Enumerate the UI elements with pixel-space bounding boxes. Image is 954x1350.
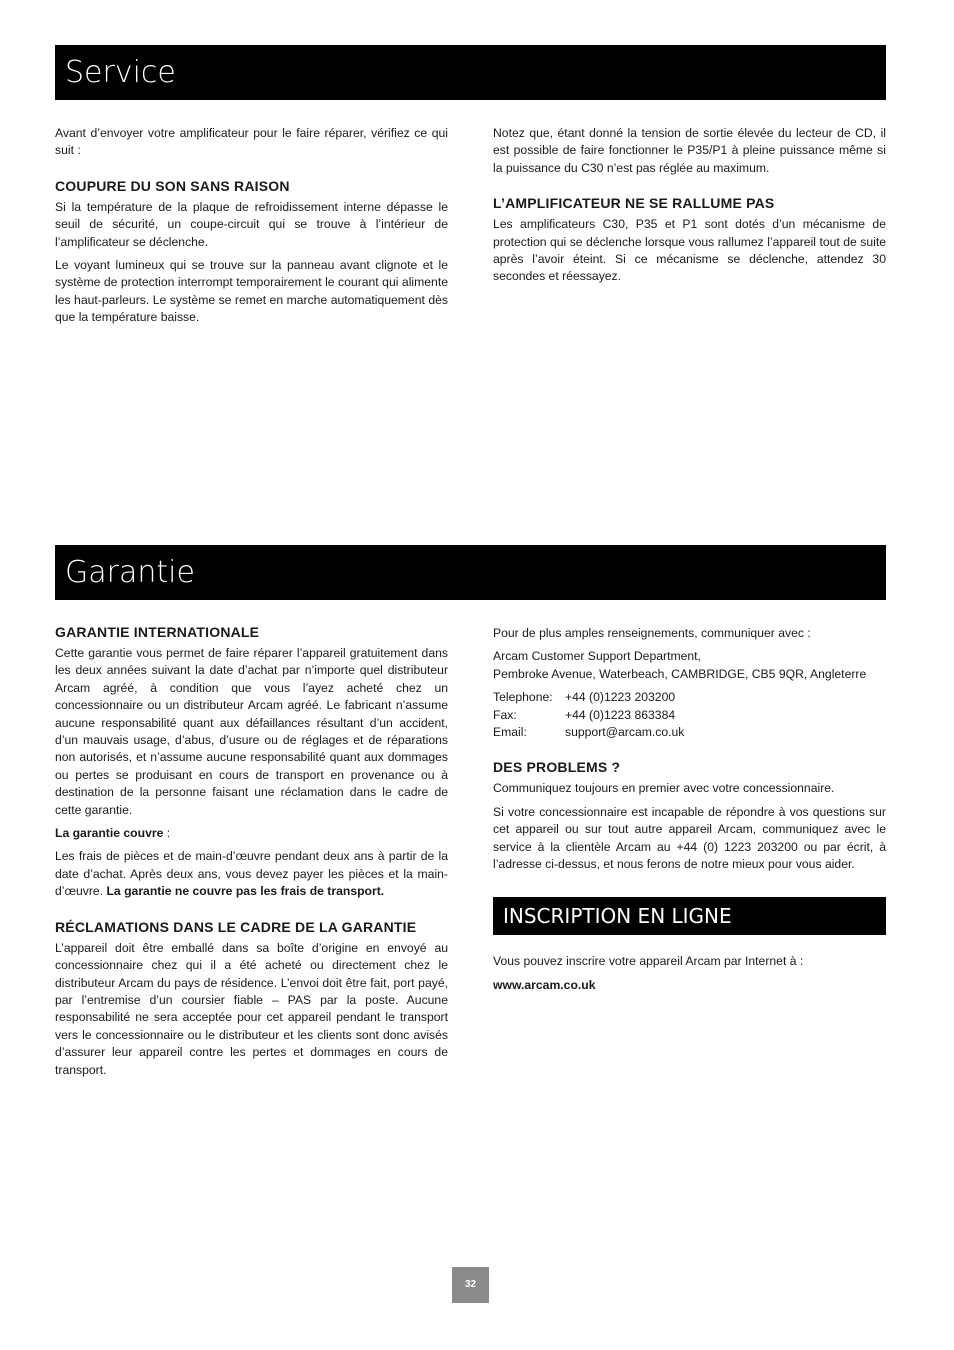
rallume-heading: L’AMPLIFICATEUR NE SE RALLUME PAS: [493, 195, 775, 212]
couvre-paragraph: [55, 848, 448, 900]
garantie-left-column: [55, 624, 448, 1085]
contact-value: support@arcam.co.uk: [565, 725, 685, 740]
contact-label: Telephone:: [493, 690, 553, 705]
service-left-column: [55, 125, 448, 333]
contact-value: +44 (0)1223 863384: [565, 707, 676, 722]
rallume-paragraph: Les amplificateurs C30, P35 et P1 sont dotés d’un mécanisme de protection qui se déclenche lorsque vous rallumez l’appareil tout de suite après l’avoir éteint. Si ce mécanisme se déclenche, attendez 30 secondes et réessayez.: [493, 217, 886, 284]
problems-heading: DES PROBLEMS ?: [493, 759, 621, 776]
couvre-line: [55, 825, 448, 842]
contact-label: Fax:: [493, 707, 517, 722]
coupure-paragraph-2: Le voyant lumineux qui se trouve sur la panneau avant clignote et le système de protection interrompt temporairement le courant qui alimente les haut-parleurs. Le système se remet en marche automatiquement dès que la température baisse.: [55, 258, 448, 325]
contact-value: +44 (0)1223 203200: [565, 690, 676, 705]
garantie-title: Garantie: [55, 545, 886, 600]
page-number: 32: [452, 1267, 489, 1303]
reclamations-paragraph: L’appareil doit être emballé dans sa boîte d’origine en envoyé au concessionnaire chez qui il a été acheté ou directement chez le distributeur Arcam du pays de résidence. L’envoi doit être fait, port payé, par l’entremise d’un coursier fiable – PAS par la poste. Aucune responsabilité ne sera acceptée pour cet appareil pendant le transport vers le concessionnaire ou le distributeur et les clients sont donc avisés d’assurer leur appareil contre les pertes et dommages en cours de transport.: [55, 940, 448, 1077]
couvre-suffix: :: [163, 826, 171, 841]
problems-paragraph-2: Si votre concessionnaire est incapable de répondre à vos questions sur cet appareil ou sur tout autre appareil Arcam, communiquez avec le service à la clientèle Arcam au +44 (0) 1223 203200 ou par écrit, à l’adresse ci-dessus, et nous ferons de notre mieux pour vous aider.: [493, 804, 886, 872]
contact-intro: Pour de plus amples renseignements, communiquer avec :: [493, 626, 811, 640]
couvre-bold-text: La garantie ne couvre pas les frais de transport.: [106, 884, 385, 899]
garantie-right-column: [493, 625, 886, 1000]
contact-address-line-1: Arcam Customer Support Department,: [493, 649, 701, 664]
contact-label: Email:: [493, 725, 527, 740]
service-title: Service: [55, 45, 886, 100]
inscription-paragraph: Vous pouvez inscrire votre appareil Arcam par Internet à :: [493, 954, 804, 969]
coupure-heading: COUPURE DU SON SANS RAISON: [55, 177, 290, 194]
contact-address: [493, 648, 886, 683]
coupure-paragraph-1: Si la température de la plaque de refroidissement interne dépasse le seuil de sécurité, un coupe-circuit qui se trouve à l’intérieur de l’amplificateur se déclenche.: [55, 199, 448, 249]
internationale-heading: GARANTIE INTERNATIONALE: [55, 624, 260, 640]
arcam-website-link[interactable]: www.arcam.co.uk: [493, 977, 596, 992]
couvre-text: Les frais de pièces et de main-d’œuvre pendant deux ans à partir de la date d’achat. Après deux ans, vous devez payer les pièces et la main-d’œuvre.: [55, 849, 448, 899]
service-intro: Avant d’envoyer votre amplificateur pour le faire réparer, vérifiez ce qui suit :: [55, 126, 448, 158]
problems-paragraph-1: Communiquez toujours en premier avec votre concessionnaire.: [493, 781, 835, 796]
contact-table: [493, 689, 886, 741]
service-note: Notez que, étant donné la tension de sortie élevée du lecteur de CD, il est possible de faire fonctionner le P35/P1 à pleine puissance même si la puissance du C30 n’est pas réglée au maximum.: [493, 126, 886, 175]
reclamations-heading: RÉCLAMATIONS DANS LE CADRE DE LA GARANTIE: [55, 918, 417, 935]
inscription-title: INSCRIPTION EN LIGNE: [493, 897, 886, 935]
internationale-paragraph: Cette garantie vous permet de faire réparer l’appareil gratuitement dans les deux années suivant la date d’achat par n’importe quel distributeur Arcam agréé, à condition que vous l’ayez acheté chez un concessionnaire ou un distributeur Arcam agréé. Le fabricant n’assume aucune responsabilité quant aux défaillances résultant d’un accident, d’un mauvais usage, d’abus, d’usure ou de réglages et de réparations non autorisés, et n’assume aucune responsabilité quant aux dommages ou pertes se produisant en cours de transport en provenance ou à destination de la personne faisant une réclamation dans le cadre de cette garantie.: [55, 646, 448, 817]
couvre-label: La garantie couvre: [55, 826, 164, 841]
contact-address-line-2: Pembroke Avenue, Waterbeach, CAMBRIDGE, CB5 9QR, Angleterre: [493, 666, 867, 681]
service-right-column: [493, 125, 886, 292]
